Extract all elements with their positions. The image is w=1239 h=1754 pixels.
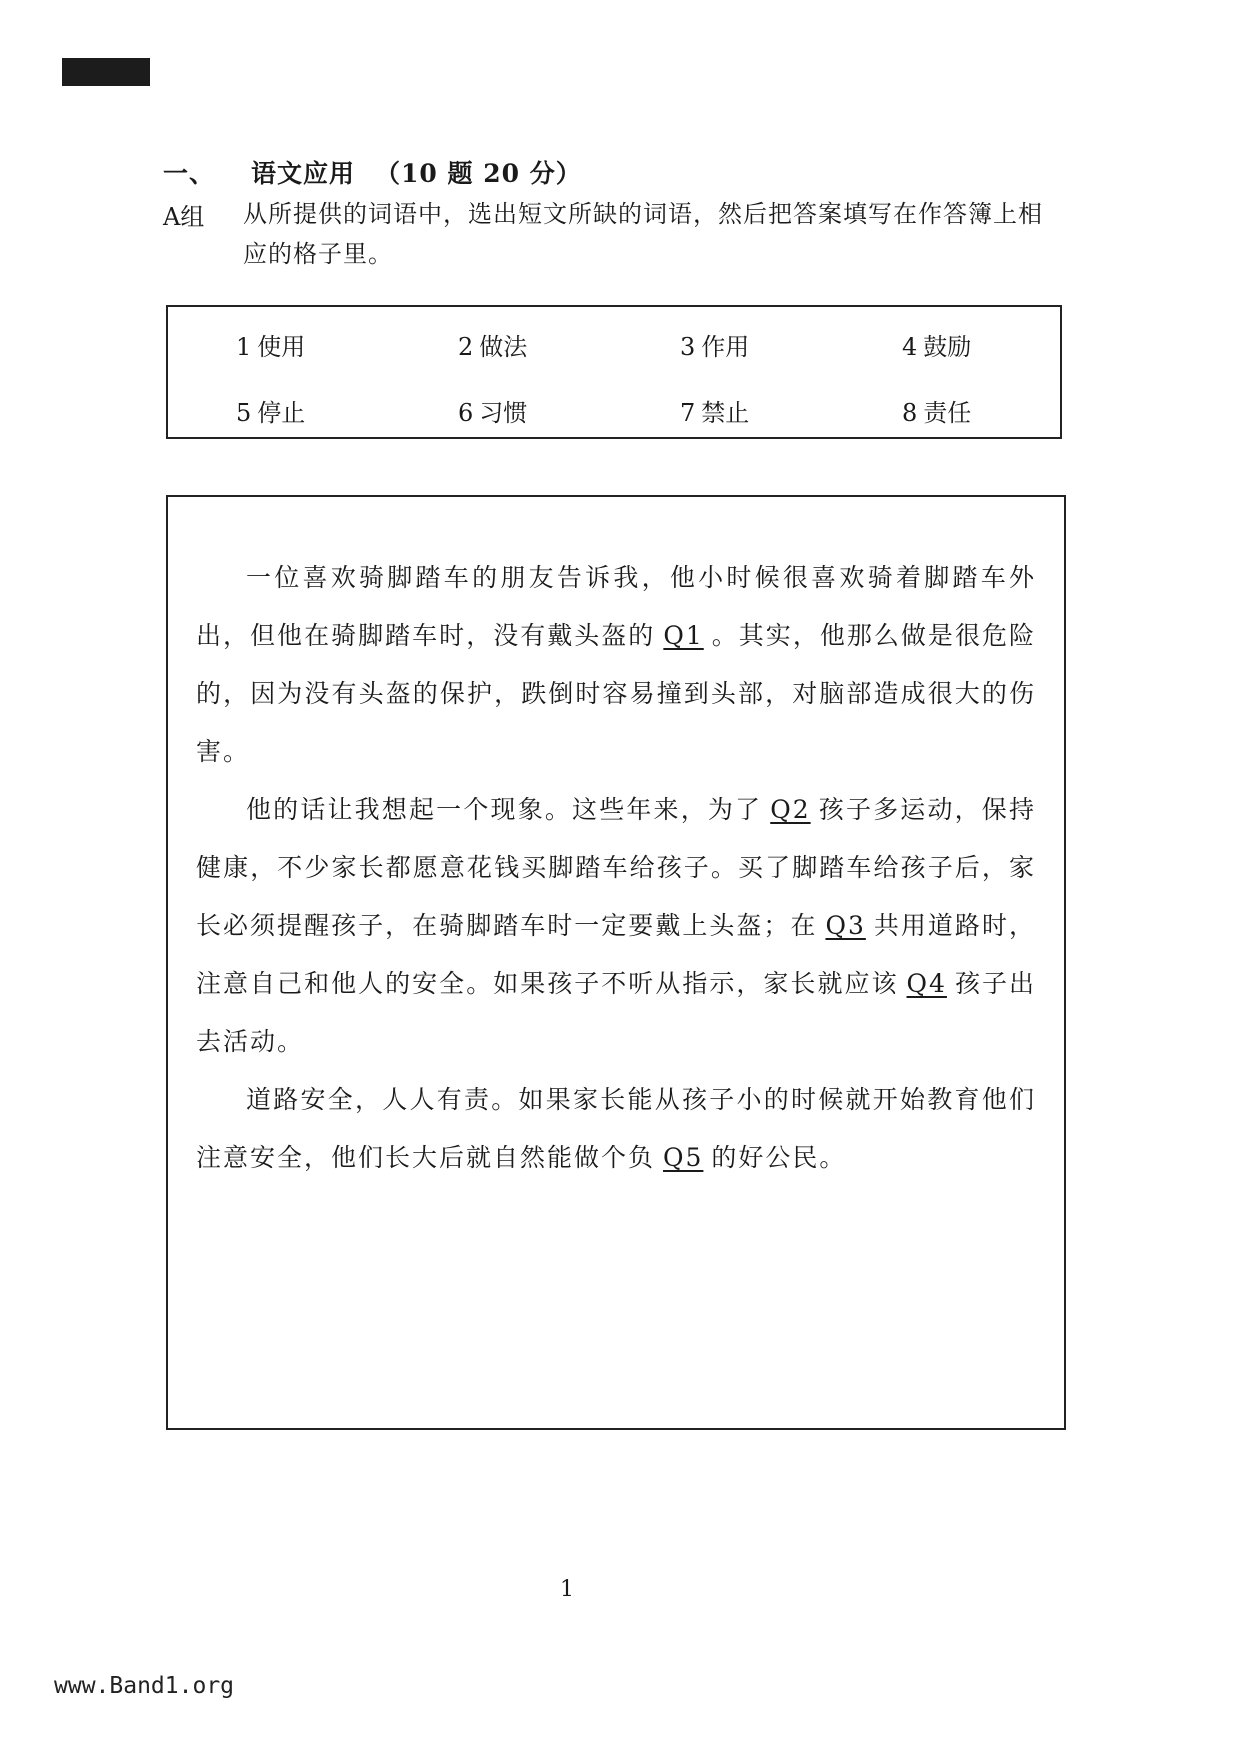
word-number: 2: [458, 333, 474, 361]
group-instruction: 从所提供的词语中，选出短文所缺的词语，然后把答案填写在作答簿上相应的格子里。: [243, 200, 1043, 268]
section-heading: [163, 154, 582, 190]
blank-q2: Q2: [770, 795, 811, 824]
passage-text: [196, 549, 1036, 1187]
passage-box: [166, 495, 1066, 1430]
redaction-bar: [62, 58, 150, 86]
blank-q3: Q3: [825, 911, 866, 940]
word-number: 7: [680, 399, 696, 427]
passage-paragraph-2: [196, 781, 1036, 1071]
blank-q4: Q4: [906, 969, 947, 998]
word-number: 4: [902, 333, 918, 361]
word-text: 习惯: [479, 399, 528, 427]
word-bank-item: [458, 393, 680, 433]
word-bank-item: [458, 327, 680, 367]
word-bank-grid: [236, 327, 1036, 433]
section-title: 语文应用: [251, 159, 356, 188]
passage-text-run: 一位喜欢骑脚踏车的朋友告诉我，他小时候很喜欢骑着脚踏车外出，但他在骑脚踏车时，没有戴头盔的: [196, 563, 1036, 650]
passage-text-run: 。其实，他那么做是很危险的，因为没有头盔的保护，跌倒时容易撞到头部，对脑部造成很大的伤害。: [196, 621, 1036, 766]
passage-text-run: 孩子多运动，保持健康，不少家长都愿意花钱买脚踏车给孩子。买了脚踏车给孩子后，家长必须提醒孩子，在骑脚踏车时一定要戴上头盔；在: [196, 795, 1036, 940]
word-number: 5: [236, 399, 252, 427]
passage-text-run: 共用道路时，注意自己和他人的安全。如果孩子不听从指示，家长就应该: [196, 911, 1036, 998]
word-bank-item: [680, 393, 902, 433]
word-bank-item: [902, 393, 1036, 433]
word-text: 做法: [479, 333, 528, 361]
word-text: 使用: [257, 333, 306, 361]
section-score: （10 题 20 分）: [375, 159, 582, 188]
word-number: 1: [236, 333, 252, 361]
word-bank-item: [236, 327, 458, 367]
word-text: 作用: [701, 333, 750, 361]
passage-paragraph-3: [196, 1071, 1036, 1187]
blank-q1: Q1: [663, 621, 704, 650]
passage-text-run: 道路安全，人人有责。如果家长能从孩子小的时候就开始教育他们注意安全，他们长大后就自然能做个负: [196, 1085, 1036, 1172]
word-bank-item: [680, 327, 902, 367]
word-bank-item: [902, 327, 1036, 367]
word-text: 禁止: [701, 399, 750, 427]
word-text: 鼓励: [923, 333, 972, 361]
section-number: 一、: [163, 159, 216, 188]
blank-q5: Q5: [663, 1143, 704, 1172]
passage-text-run: 他的话让我想起一个现象。这些年来，为了: [246, 795, 763, 824]
word-text: 责任: [923, 399, 972, 427]
passage-text-run: 孩子出去活动。: [196, 969, 1036, 1056]
page-number: 1: [560, 1577, 574, 1602]
word-bank-box: [166, 305, 1062, 439]
word-text: 停止: [257, 399, 306, 427]
group-label: A组: [163, 203, 205, 231]
word-bank-item: [236, 393, 458, 433]
footer-url[interactable]: www.Band1.org: [54, 1673, 235, 1699]
word-number: 6: [458, 399, 474, 427]
passage-text-run: 的好公民。: [711, 1143, 847, 1172]
word-number: 8: [902, 399, 918, 427]
word-number: 3: [680, 333, 696, 361]
passage-paragraph-1: [196, 549, 1036, 781]
